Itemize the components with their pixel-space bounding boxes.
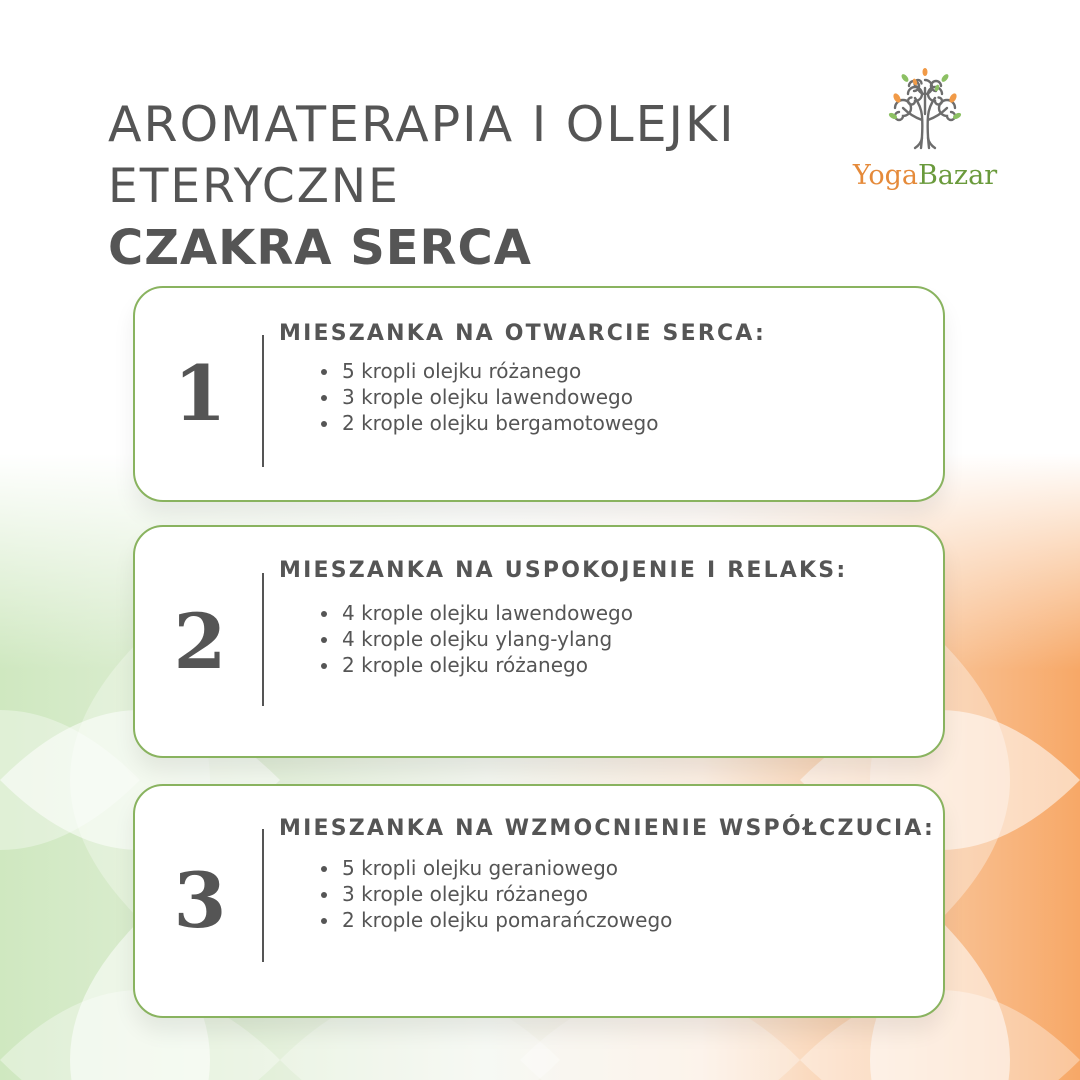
yogabazar-logo xyxy=(850,68,1000,203)
list-item: • 5 kropli olejku różanego xyxy=(340,358,658,384)
card-heading: MIESZANKA NA OTWARCIE SERCA: xyxy=(279,321,766,346)
list-item: • 3 krople olejku różanego xyxy=(340,881,672,907)
blend-card-2 xyxy=(133,525,945,758)
list-item: • 2 krople olejku bergamotowego xyxy=(340,410,658,436)
list-item: • 2 krople olejku pomarańczowego xyxy=(340,907,672,933)
card-heading: MIESZANKA NA WZMOCNIENIE WSPÓŁCZUCIA: xyxy=(279,816,936,841)
page-title-line-2: ETERYCZNE xyxy=(108,159,400,214)
list-item: • 4 krople olejku ylang-ylang xyxy=(340,626,633,652)
ingredient-list xyxy=(318,855,672,933)
card-divider xyxy=(262,335,264,467)
logo-text-yoga: Yoga xyxy=(852,160,918,191)
card-divider xyxy=(262,573,264,706)
page-subtitle: CZAKRA SERCA xyxy=(108,220,532,276)
card-heading: MIESZANKA NA USPOKOJENIE I RELAKS: xyxy=(279,558,848,583)
ingredient-list xyxy=(318,358,658,436)
card-number: 3 xyxy=(173,856,227,945)
list-item: • 2 krople olejku różanego xyxy=(340,652,633,678)
list-item: • 3 krople olejku lawendowego xyxy=(340,384,658,410)
list-item: • 4 krople olejku lawendowego xyxy=(340,600,633,626)
logo-wordmark xyxy=(850,160,1000,191)
card-number: 1 xyxy=(173,349,227,438)
tree-icon xyxy=(885,68,965,150)
ingredient-list xyxy=(318,600,633,678)
list-item: • 5 kropli olejku geraniowego xyxy=(340,855,672,881)
logo-text-bazar: Bazar xyxy=(917,160,998,191)
blend-card-3 xyxy=(133,784,945,1018)
page-title-line-1: AROMATERAPIA I OLEJKI xyxy=(108,96,736,153)
card-number: 2 xyxy=(173,596,227,686)
blend-card-1 xyxy=(133,286,945,502)
card-divider xyxy=(262,829,264,962)
